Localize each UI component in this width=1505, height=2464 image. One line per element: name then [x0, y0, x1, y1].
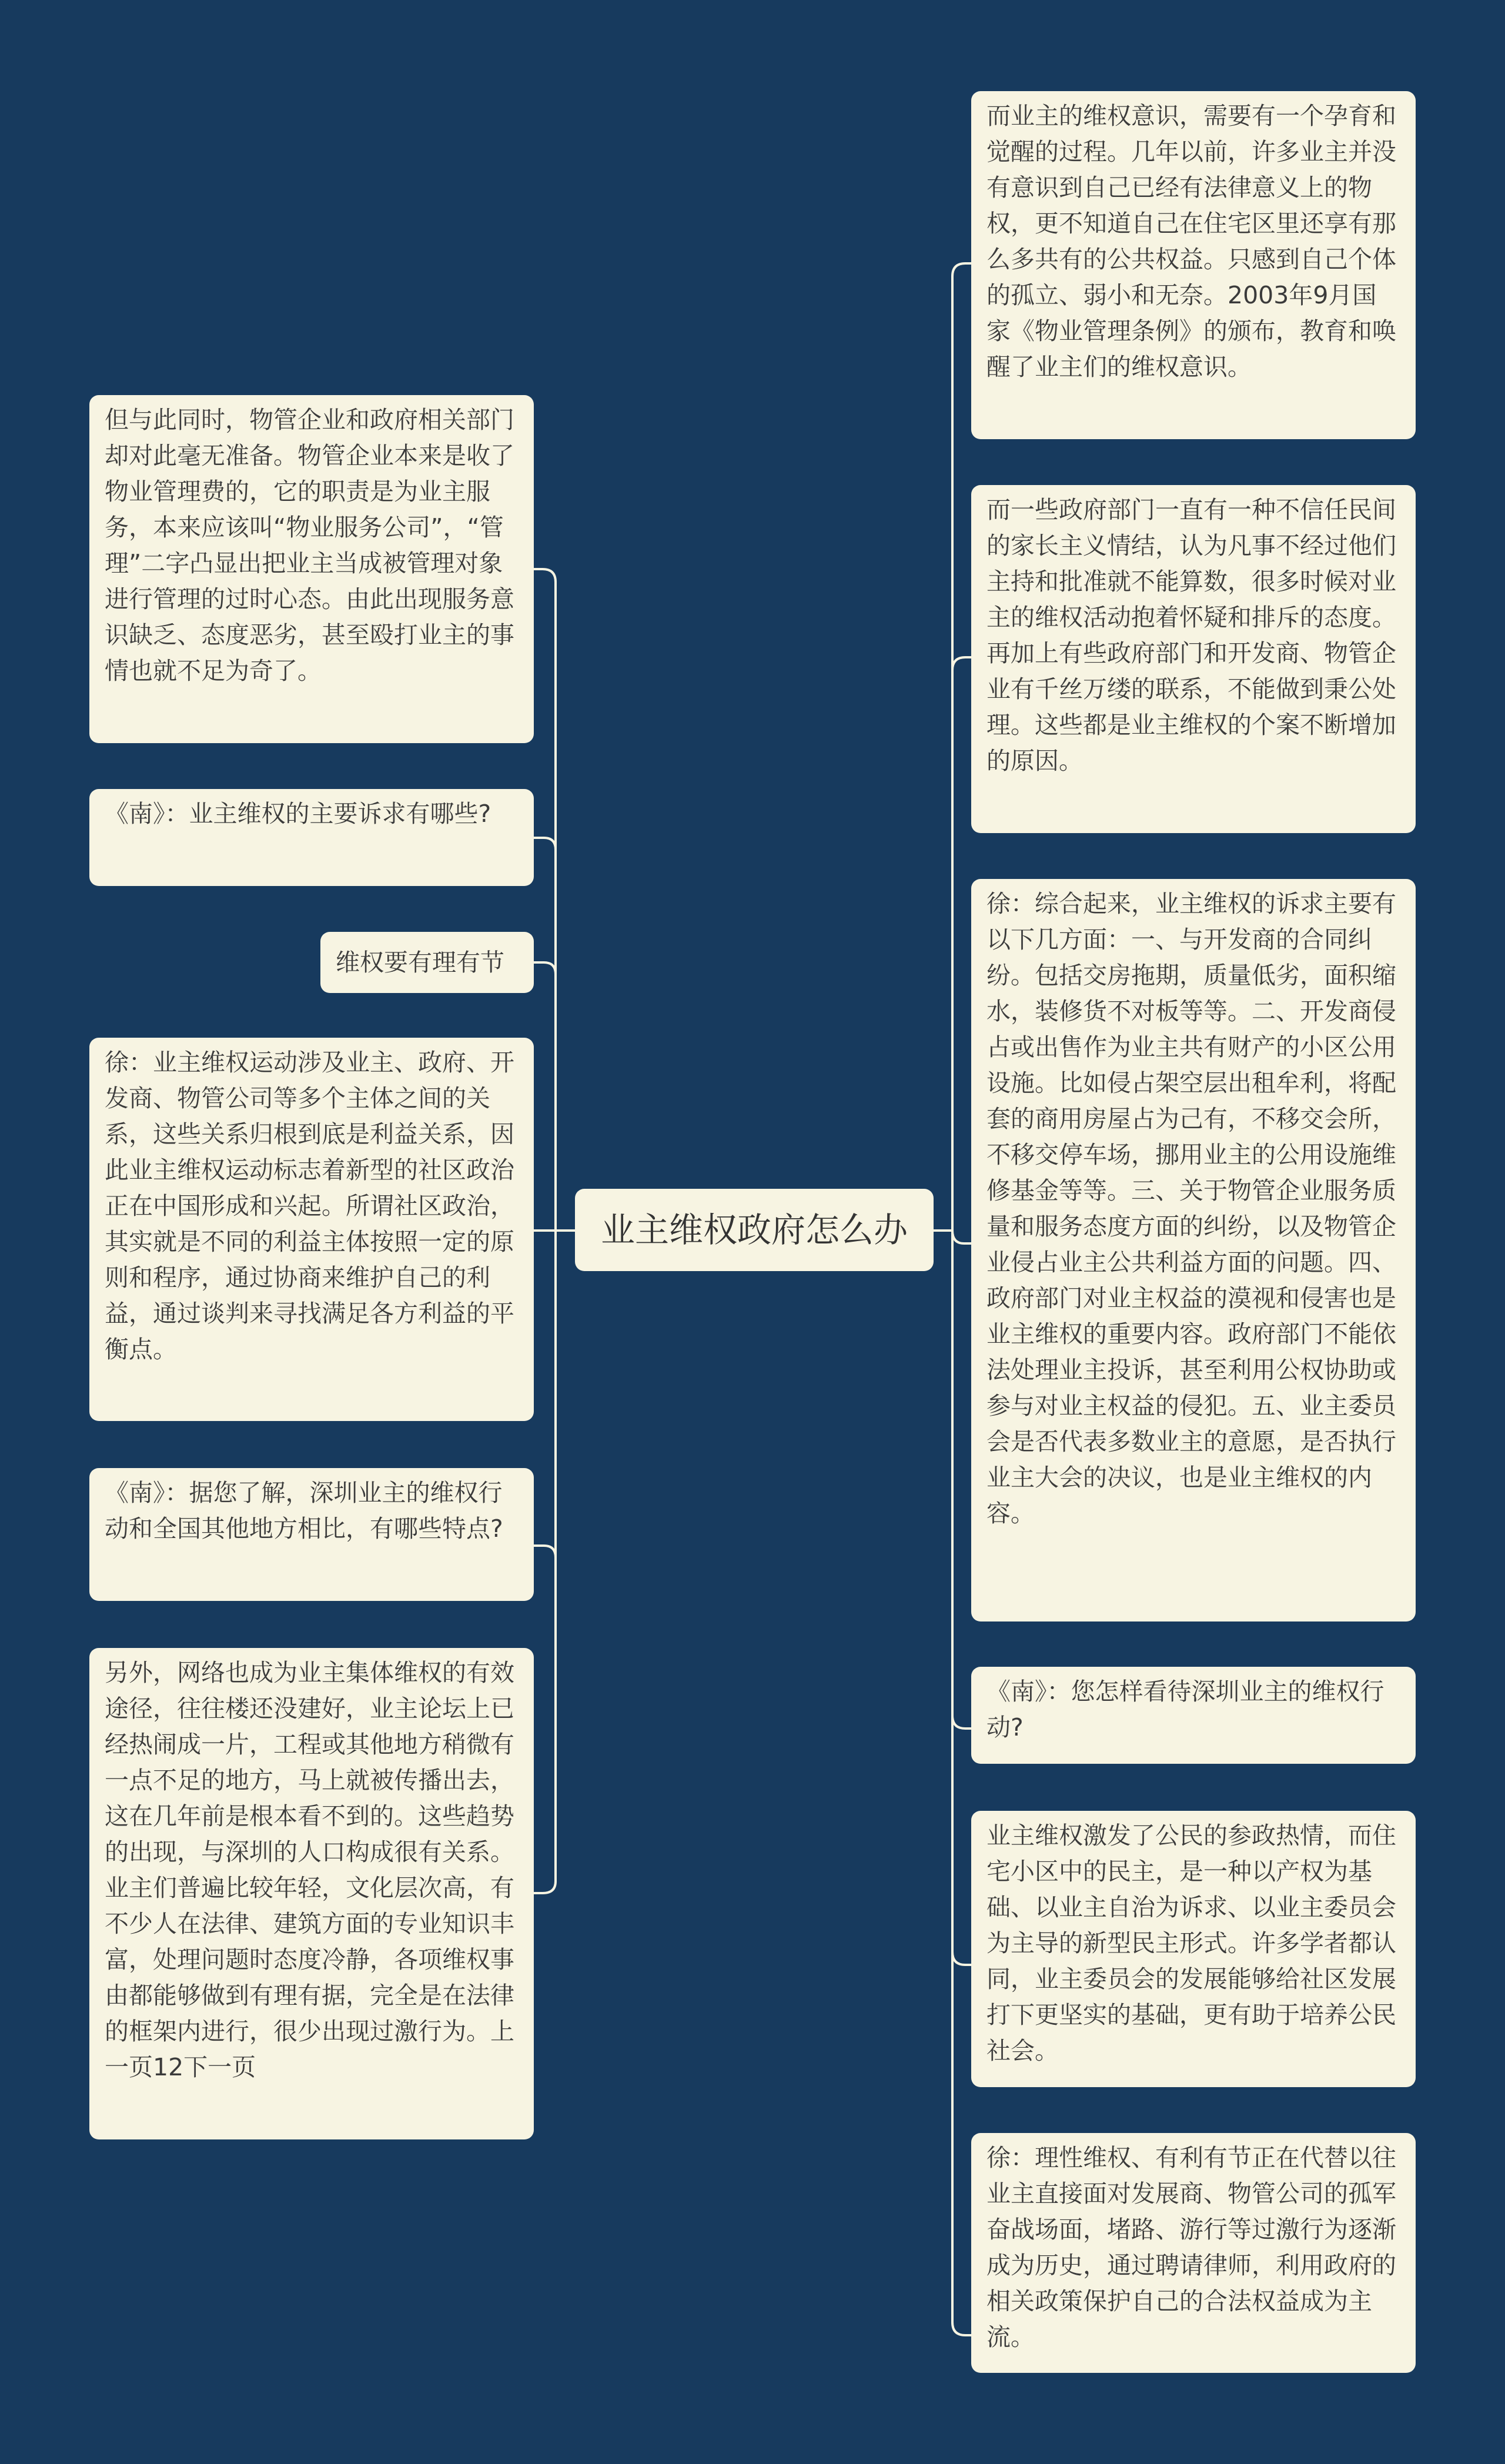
left-node-6[interactable]: [89, 1648, 534, 2139]
left-node-1[interactable]: [89, 395, 534, 743]
connector-left-5: [534, 1546, 556, 1557]
connector-right-5: [952, 1952, 971, 1965]
left-node-5[interactable]: [89, 1468, 534, 1601]
left-node-2[interactable]: [89, 789, 534, 886]
right-node-5[interactable]: [971, 1811, 1416, 2087]
right-node-1[interactable]: [971, 91, 1416, 439]
node-text: 而一些政府部门一直有一种不信任民间的家长主义情结，认为凡事不经过他们主持和批准就不能算数，很多时候对业主的维权活动抱着怀疑和排斥的态度。再加上有些政府部门和开发商、物管企业有千丝万缕的联系，不能做到秉公处理。这些都是业主维权的个案不断增加的原因。: [986, 496, 1396, 775]
connector-left-2: [534, 838, 556, 850]
connector-right-2: [952, 657, 971, 670]
node-text: 徐：理性维权、有利有节正在代替以往业主直接面对发展商、物管公司的孤军奋战场面，堵路、游行等过激行为逐渐成为历史，通过聘请律师，利用政府的相关政策保护自己的合法权益成为主流。: [986, 2144, 1396, 2351]
connector-right-3: [952, 1231, 971, 1243]
node-text: 《南》：业主维权的主要诉求有哪些?: [105, 800, 491, 828]
right-node-3[interactable]: [971, 879, 1416, 1622]
node-text: 维权要有理有节: [336, 948, 504, 977]
node-text: 《南》：您怎样看待深圳业主的维权行动?: [986, 1677, 1384, 1741]
left-node-3[interactable]: [320, 932, 534, 993]
right-node-2[interactable]: [971, 485, 1416, 833]
node-text: 徐：综合起来，业主维权的诉求主要有以下几方面：一、与开发商的合同纠纷。包括交房拖期，质量低劣，面积缩水，装修货不对板等等。二、开发商侵占或出售作为业主共有财产的小区公用设施。比如侵占架空层出租牟利，将配套的商用房屋占为己有，不移交会所，不移交停车场，挪用业主的公用设施维修基金等等。三、关于物管企业服务质量和服务态度方面的纠纷，以及物管企业侵占业主公共利益方面的问题。四、政府部门对业主权益的漠视和侵害也是业主维权的重要内容。政府部门不能依法处理业主投诉，甚至利用公权协助或参与对业主权益的侵犯。五、业主委员会是否代表多数业主的意愿，是否执行业主大会的决议，也是业主维权的内容。: [986, 890, 1396, 1527]
node-text: 业主维权激发了公民的参政热情，而住宅小区中的民主，是一种以产权为基础、以业主自治为诉求、以业主委员会为主导的新型民主形式。许多学者都认同，业主委员会的发展能够给社区发展打下更坚实的基础，更有助于培养公民社会。: [986, 1821, 1396, 2065]
connector-left-3: [534, 962, 556, 974]
connector-left-1: [534, 569, 556, 582]
node-text: 而业主的维权意识，需要有一个孕育和觉醒的过程。几年以前，许多业主并没有意识到自己已经有法律意义上的物权，更不知道自己在住宅区里还享有那么多共有的公共权益。只感到自己个体的孤立、弱小和无奈。2003年9月国家《物业管理条例》的颁布，教育和唤醒了业主们的维权意识。: [986, 102, 1396, 381]
connector-right-6: [952, 2322, 971, 2335]
left-node-4[interactable]: [89, 1038, 534, 1421]
connector-left-6: [534, 1881, 556, 1893]
right-node-4[interactable]: [971, 1667, 1416, 1764]
node-text: 另外，网络也成为业主集体维权的有效途径，往往楼还没建好，业主论坛上已经热闹成一片，工程或其他地方稍微有一点不足的地方，马上就被传播出去，这在几年前是根本看不到的。这些趋势的出现，与深圳的人口构成很有关系。业主们普遍比较年轻，文化层次高，有不少人在法律、建筑方面的专业知识丰富，处理问题时态度冷静，各项维权事由都能够做到有理有据，完全是在法律的框架内进行，很少出现过激行为。上一页12下一页: [105, 1659, 514, 2081]
connector-right-4: [952, 1716, 971, 1729]
central-topic[interactable]: 业主维权政府怎么办: [575, 1189, 934, 1271]
connector-right-1: [952, 263, 971, 276]
node-text: 但与此同时，物管企业和政府相关部门却对此毫无准备。物管企业本来是收了物业管理费的，它的职责是为业主服务，本来应该叫“物业服务公司”，“管理”二字凸显出把业主当成被管理对象进行管理的过时心态。由此出现服务意识缺乏、态度恶劣，甚至殴打业主的事情也就不足为奇了。: [105, 406, 514, 685]
node-text: 《南》：据您了解，深圳业主的维权行动和全国其他地方相比，有哪些特点?: [105, 1479, 503, 1543]
node-text: 徐：业主维权运动涉及业主、政府、开发商、物管公司等多个主体之间的关系，这些关系归根到底是利益关系，因此业主维权运动标志着新型的社区政治正在中国形成和兴起。所谓社区政治，其实就是不同的利益主体按照一定的原则和程序，通过协商来维护自己的利益，通过谈判来寻找满足各方利益的平衡点。: [105, 1048, 514, 1363]
right-node-6[interactable]: [971, 2133, 1416, 2373]
